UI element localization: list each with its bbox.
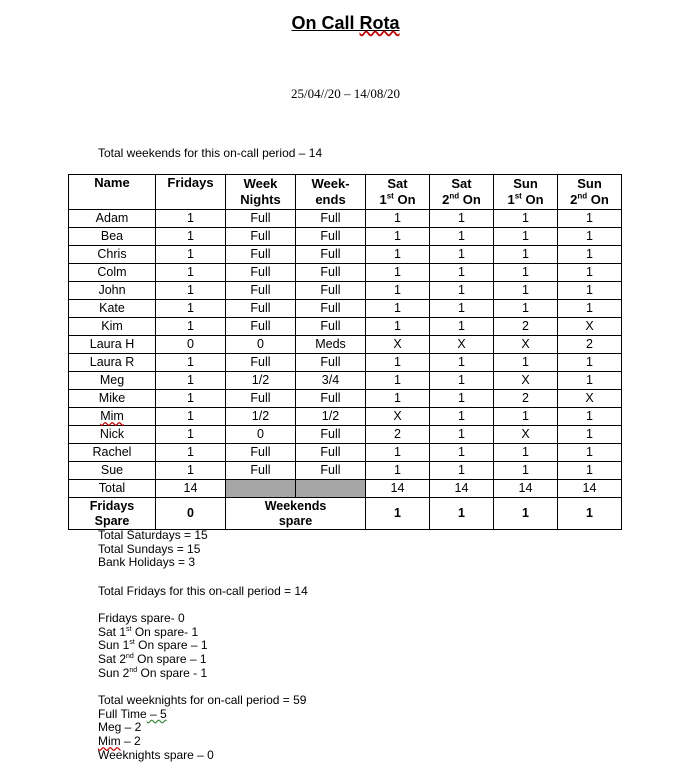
cell-sat-1st: X bbox=[366, 336, 430, 354]
table-row bbox=[69, 246, 622, 264]
cell-weekends: 1/2 bbox=[296, 408, 366, 426]
cell-weekends: Full bbox=[296, 228, 366, 246]
notes-block-3 bbox=[98, 612, 208, 680]
table-row bbox=[69, 300, 622, 318]
cell-name: Adam bbox=[69, 210, 156, 228]
cell-sun-1st: 1 bbox=[494, 354, 558, 372]
total-sun-2nd: 14 bbox=[558, 480, 622, 498]
header-fridays: Fridays bbox=[156, 175, 226, 210]
header-week-nights: Week Nights bbox=[226, 175, 296, 210]
cell-sun-2nd: 1 bbox=[558, 228, 622, 246]
table-row bbox=[69, 228, 622, 246]
cell-week-nights: Full bbox=[226, 210, 296, 228]
cell-fridays: 1 bbox=[156, 318, 226, 336]
cell-sun-2nd: X bbox=[558, 318, 622, 336]
spare-sat-2nd: 1 bbox=[430, 498, 494, 530]
note-full-time: Full Time – 5 bbox=[98, 706, 167, 721]
total-label: Total bbox=[69, 480, 156, 498]
cell-sun-1st: 2 bbox=[494, 390, 558, 408]
title-text: On Call bbox=[291, 13, 355, 33]
table-row bbox=[69, 336, 622, 354]
cell-sun-2nd: 1 bbox=[558, 426, 622, 444]
table-row bbox=[69, 444, 622, 462]
total-weekends-empty bbox=[296, 480, 366, 498]
cell-sat-1st: 1 bbox=[366, 354, 430, 372]
cell-sun-1st: X bbox=[494, 372, 558, 390]
table-row bbox=[69, 462, 622, 480]
cell-name: Laura H bbox=[69, 336, 156, 354]
cell-fridays: 1 bbox=[156, 372, 226, 390]
cell-sat-1st: 1 bbox=[366, 282, 430, 300]
spare-sun-1st: 1 bbox=[494, 498, 558, 530]
cell-sat-2nd: 1 bbox=[430, 354, 494, 372]
cell-sun-2nd: 1 bbox=[558, 300, 622, 318]
header-weekends: Week- ends bbox=[296, 175, 366, 210]
total-row bbox=[69, 480, 622, 498]
cell-week-nights: Full bbox=[226, 390, 296, 408]
note-sun-1st-spare: Sun 1st On spare – 1 bbox=[98, 638, 208, 653]
cell-week-nights: 1/2 bbox=[226, 408, 296, 426]
cell-name: Rachel bbox=[69, 444, 156, 462]
header-sat-2nd-on: Sat 2nd On bbox=[430, 175, 494, 210]
spare-label: Fridays Spare bbox=[69, 498, 156, 530]
cell-fridays: 1 bbox=[156, 300, 226, 318]
cell-fridays: 1 bbox=[156, 354, 226, 372]
cell-sat-2nd: 1 bbox=[430, 426, 494, 444]
total-week-nights-empty bbox=[226, 480, 296, 498]
total-sat-2nd: 14 bbox=[430, 480, 494, 498]
cell-sat-2nd: 1 bbox=[430, 264, 494, 282]
date-range: 25/04//20 – 14/08/20 bbox=[290, 86, 401, 101]
cell-sat-2nd: 1 bbox=[430, 372, 494, 390]
cell-week-nights: Full bbox=[226, 300, 296, 318]
cell-week-nights: Full bbox=[226, 228, 296, 246]
cell-sat-1st: 1 bbox=[366, 300, 430, 318]
cell-weekends: Meds bbox=[296, 336, 366, 354]
cell-sun-1st: X bbox=[494, 426, 558, 444]
cell-fridays: 1 bbox=[156, 444, 226, 462]
table-row bbox=[69, 408, 622, 426]
note-bank-holidays: Bank Holidays = 3 bbox=[98, 555, 196, 570]
note-fridays-spare: Fridays spare- 0 bbox=[98, 611, 185, 625]
cell-sun-2nd: 1 bbox=[558, 210, 622, 228]
cell-sat-2nd: 1 bbox=[430, 228, 494, 246]
table-row bbox=[69, 354, 622, 372]
title-rota-word: Rota bbox=[359, 13, 400, 33]
header-sun-1st-on: Sun 1st On bbox=[494, 175, 558, 210]
cell-name: Colm bbox=[69, 264, 156, 282]
cell-sun-2nd: 1 bbox=[558, 444, 622, 462]
spare-sun-2nd: 1 bbox=[558, 498, 622, 530]
cell-name: Sue bbox=[69, 462, 156, 480]
notes-block-4 bbox=[98, 694, 306, 762]
header-sat-1st-on: Sat 1st On bbox=[366, 175, 430, 210]
notes-block-2 bbox=[98, 585, 308, 599]
cell-weekends: Full bbox=[296, 462, 366, 480]
note-weeknights-spare: Weeknights spare – 0 bbox=[98, 747, 214, 762]
note-total-saturdays: Total Saturdays = 15 bbox=[98, 528, 208, 542]
notes-block-1 bbox=[98, 529, 208, 570]
cell-sat-2nd: 1 bbox=[430, 246, 494, 264]
cell-weekends: Full bbox=[296, 246, 366, 264]
header-name: Name bbox=[69, 175, 156, 210]
table-row bbox=[69, 390, 622, 408]
spare-sat-1st: 1 bbox=[366, 498, 430, 530]
cell-fridays: 1 bbox=[156, 390, 226, 408]
cell-fridays: 1 bbox=[156, 246, 226, 264]
cell-fridays: 1 bbox=[156, 408, 226, 426]
cell-name: Meg bbox=[69, 372, 156, 390]
cell-sun-2nd: 1 bbox=[558, 372, 622, 390]
cell-week-nights: 1/2 bbox=[226, 372, 296, 390]
cell-name: Nick bbox=[69, 426, 156, 444]
table-header-row bbox=[69, 175, 622, 210]
cell-fridays: 1 bbox=[156, 228, 226, 246]
note-total-weeknights: Total weeknights for on-call period = 59 bbox=[98, 693, 307, 707]
header-sun-2nd-on: Sun 2nd On bbox=[558, 175, 622, 210]
cell-sun-1st: 1 bbox=[494, 210, 558, 228]
cell-week-nights: Full bbox=[226, 444, 296, 462]
cell-sat-2nd: 1 bbox=[430, 210, 494, 228]
cell-sat-1st: 1 bbox=[366, 318, 430, 336]
cell-fridays: 1 bbox=[156, 282, 226, 300]
cell-sun-1st: 1 bbox=[494, 462, 558, 480]
spare-row bbox=[69, 498, 622, 530]
cell-sat-1st: 1 bbox=[366, 462, 430, 480]
cell-sat-1st: X bbox=[366, 408, 430, 426]
cell-sat-1st: 2 bbox=[366, 426, 430, 444]
cell-week-nights: Full bbox=[226, 354, 296, 372]
total-fridays: 14 bbox=[156, 480, 226, 498]
document-title bbox=[0, 13, 691, 34]
cell-weekends: Full bbox=[296, 282, 366, 300]
cell-weekends: Full bbox=[296, 354, 366, 372]
cell-sun-2nd: 2 bbox=[558, 336, 622, 354]
cell-sat-2nd: 1 bbox=[430, 390, 494, 408]
cell-fridays: 1 bbox=[156, 426, 226, 444]
note-mim: Mim – 2 bbox=[98, 734, 141, 749]
cell-fridays: 1 bbox=[156, 462, 226, 480]
cell-sun-1st: 1 bbox=[494, 264, 558, 282]
cell-sun-1st: 1 bbox=[494, 282, 558, 300]
cell-fridays: 1 bbox=[156, 210, 226, 228]
table-row bbox=[69, 210, 622, 228]
cell-name: Bea bbox=[69, 228, 156, 246]
total-weekends-text: Total weekends for this on-call period – 14 bbox=[98, 146, 323, 160]
cell-sat-2nd: 1 bbox=[430, 462, 494, 480]
cell-sun-1st: 1 bbox=[494, 408, 558, 426]
cell-sun-1st: 1 bbox=[494, 228, 558, 246]
cell-sun-1st: X bbox=[494, 336, 558, 354]
cell-sat-2nd: 1 bbox=[430, 300, 494, 318]
cell-name: Chris bbox=[69, 246, 156, 264]
cell-sat-1st: 1 bbox=[366, 246, 430, 264]
cell-sat-2nd: 1 bbox=[430, 318, 494, 336]
cell-sun-1st: 2 bbox=[494, 318, 558, 336]
cell-sun-2nd: 1 bbox=[558, 246, 622, 264]
cell-weekends: Full bbox=[296, 300, 366, 318]
cell-sun-2nd: X bbox=[558, 390, 622, 408]
cell-week-nights: Full bbox=[226, 246, 296, 264]
table-row bbox=[69, 426, 622, 444]
note-total-sundays: Total Sundays = 15 bbox=[98, 541, 201, 556]
cell-sun-1st: 1 bbox=[494, 246, 558, 264]
table-row bbox=[69, 372, 622, 390]
cell-weekends: Full bbox=[296, 390, 366, 408]
table-row bbox=[69, 264, 622, 282]
cell-sun-2nd: 1 bbox=[558, 408, 622, 426]
rota-table bbox=[68, 174, 622, 530]
cell-sat-1st: 1 bbox=[366, 372, 430, 390]
cell-name: Kate bbox=[69, 300, 156, 318]
note-sat-1st-spare: Sat 1st On spare- 1 bbox=[98, 624, 199, 639]
table-row bbox=[69, 318, 622, 336]
cell-sun-1st: 1 bbox=[494, 444, 558, 462]
spare-fridays: 0 bbox=[156, 498, 226, 530]
cell-fridays: 1 bbox=[156, 264, 226, 282]
cell-week-nights: Full bbox=[226, 264, 296, 282]
note-meg: Meg – 2 bbox=[98, 720, 142, 735]
cell-sat-1st: 1 bbox=[366, 210, 430, 228]
cell-name: John bbox=[69, 282, 156, 300]
cell-name: Mim bbox=[69, 408, 156, 426]
cell-sat-1st: 1 bbox=[366, 264, 430, 282]
cell-weekends: Full bbox=[296, 426, 366, 444]
table-row bbox=[69, 282, 622, 300]
cell-week-nights: Full bbox=[226, 282, 296, 300]
weekends-spare-label: Weekends spare bbox=[226, 498, 366, 530]
cell-sun-2nd: 1 bbox=[558, 282, 622, 300]
total-sat-1st: 14 bbox=[366, 480, 430, 498]
cell-sat-2nd: X bbox=[430, 336, 494, 354]
cell-name: Kim bbox=[69, 318, 156, 336]
note-total-fridays: Total Fridays for this on-call period = 14 bbox=[98, 584, 308, 598]
cell-weekends: Full bbox=[296, 318, 366, 336]
cell-name: Mike bbox=[69, 390, 156, 408]
cell-week-nights: Full bbox=[226, 318, 296, 336]
note-sun-2nd-spare: Sun 2nd On spare - 1 bbox=[98, 665, 208, 680]
cell-week-nights: Full bbox=[226, 462, 296, 480]
cell-sun-2nd: 1 bbox=[558, 462, 622, 480]
cell-sat-1st: 1 bbox=[366, 228, 430, 246]
cell-fridays: 0 bbox=[156, 336, 226, 354]
cell-weekends: Full bbox=[296, 210, 366, 228]
cell-weekends: 3/4 bbox=[296, 372, 366, 390]
cell-weekends: Full bbox=[296, 264, 366, 282]
cell-sun-2nd: 1 bbox=[558, 354, 622, 372]
cell-week-nights: 0 bbox=[226, 426, 296, 444]
cell-sat-2nd: 1 bbox=[430, 444, 494, 462]
note-sat-2nd-spare: Sat 2nd On spare – 1 bbox=[98, 652, 207, 667]
total-sun-1st: 14 bbox=[494, 480, 558, 498]
cell-sat-2nd: 1 bbox=[430, 408, 494, 426]
cell-week-nights: 0 bbox=[226, 336, 296, 354]
cell-sun-1st: 1 bbox=[494, 300, 558, 318]
cell-sat-2nd: 1 bbox=[430, 282, 494, 300]
cell-sat-1st: 1 bbox=[366, 444, 430, 462]
cell-name: Laura R bbox=[69, 354, 156, 372]
cell-sun-2nd: 1 bbox=[558, 264, 622, 282]
cell-weekends: Full bbox=[296, 444, 366, 462]
cell-sat-1st: 1 bbox=[366, 390, 430, 408]
